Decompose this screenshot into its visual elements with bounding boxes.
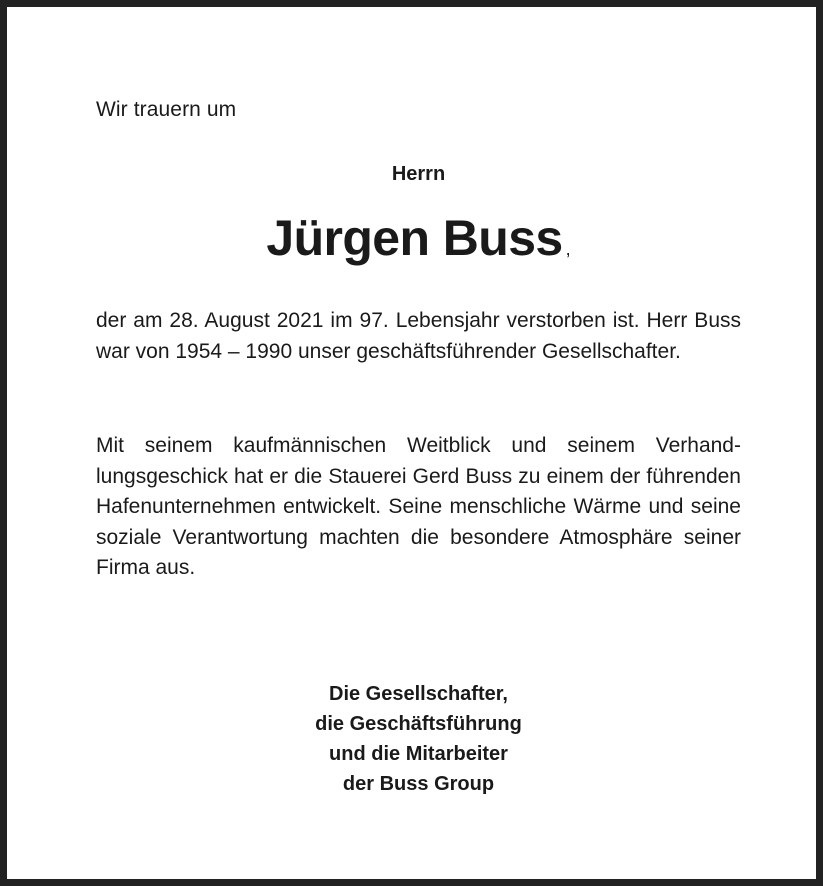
- signatory-line: die Geschäftsführung: [315, 713, 522, 735]
- signatory-line: Die Gesellschafter,: [329, 683, 508, 705]
- signatory-line: und die Mitarbeiter: [329, 743, 508, 765]
- name-comma: ,: [565, 239, 571, 259]
- death-announcement-paragraph: der am 28. August 2021 im 97. Lebensjahr verstorben ist. Herr Buss war von 1954 – 1990 unser geschäftsführender Gesellschafter.: [96, 309, 741, 363]
- intro-text: Wir trauern um: [96, 98, 237, 121]
- signatories: [7, 679, 823, 799]
- deceased-name-line: [7, 205, 823, 284]
- signatory-line: der Buss Group: [342, 773, 495, 795]
- tribute-paragraph: Mit seinem kaufmännischen Weitblick und seinem Verhandlungsgeschick hat er die Stauerei Gerd Buss zu einem der führenden Hafenunternehmen entwickelt. Seine menschliche Wärme und seine soziale Verantwortung machten die besondere Atmosphäre seiner Firma aus.: [96, 434, 741, 579]
- deceased-name: Jürgen Buss: [266, 210, 563, 266]
- salutation: Herrn: [391, 163, 446, 185]
